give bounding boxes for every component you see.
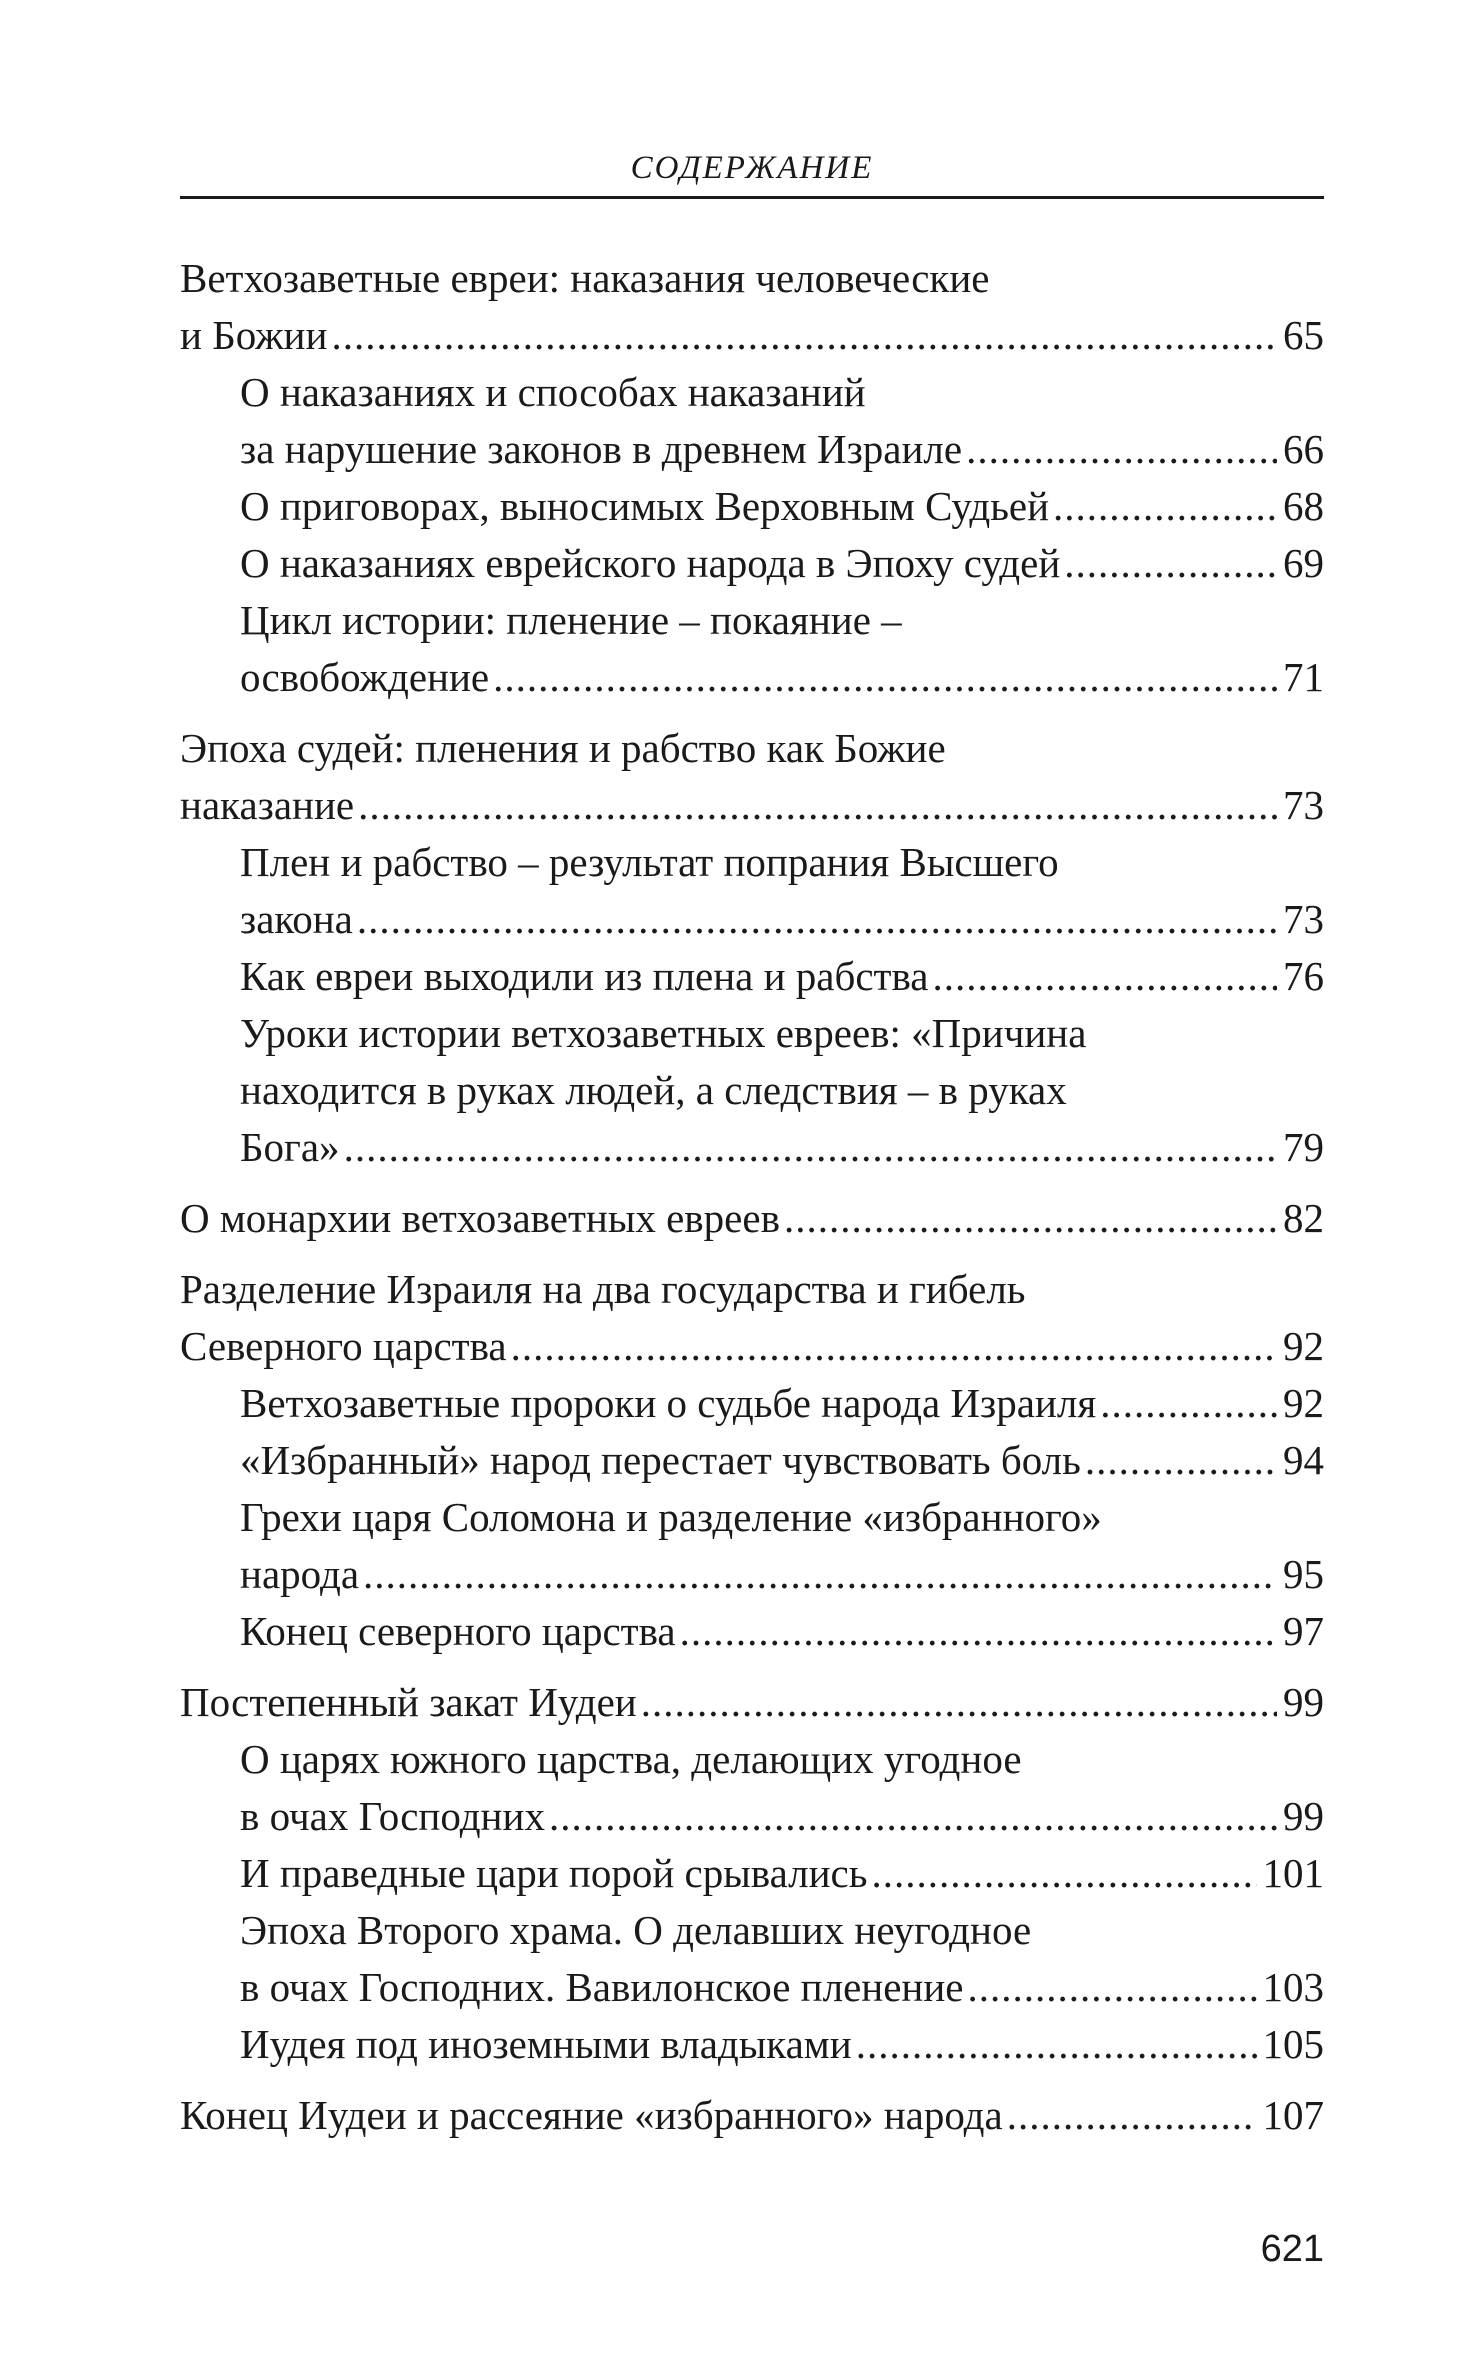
dot-leader xyxy=(549,1788,1277,1845)
toc-entry-title-line: в очах Господних xyxy=(240,1793,545,1839)
toc-page-number: 76 xyxy=(1283,953,1324,999)
toc-entry-last-line xyxy=(240,1375,1324,1432)
dot-leader xyxy=(1100,1375,1277,1432)
toc-entry-title-line: за нарушение законов в древнем Израиле xyxy=(240,426,963,472)
toc-entry-title-line: Грехи царя Соломона и разделение «избранного» xyxy=(240,1494,1102,1540)
dot-leader xyxy=(1053,478,1277,535)
toc-section-entry xyxy=(180,1005,1324,1176)
toc-entry-last-line xyxy=(180,1674,1324,1731)
dot-leader xyxy=(641,1674,1277,1731)
toc-entry-last-line xyxy=(240,535,1324,592)
toc-page-number: 79 xyxy=(1283,1124,1324,1170)
toc-entry-last-line xyxy=(240,649,1324,706)
toc-chapter-entry xyxy=(180,1190,1324,1247)
dot-leader xyxy=(680,1603,1277,1660)
running-title: СОДЕРЖАНИЕ xyxy=(630,150,874,186)
toc-page-number: 101 xyxy=(1262,1850,1324,1896)
toc-page-number: 73 xyxy=(1283,782,1324,828)
toc-section-entry xyxy=(180,535,1324,592)
toc-page-number: 99 xyxy=(1283,1679,1324,1725)
toc-entry-title-line: Конец северного царства xyxy=(240,1608,676,1654)
toc-entry-title-line: О наказаниях и способах наказаний xyxy=(240,369,866,415)
toc-entry-last-line xyxy=(240,1546,1324,1603)
toc-page-number: 92 xyxy=(1283,1380,1324,1426)
toc-entry-last-line xyxy=(240,478,1324,535)
toc-section-entry xyxy=(180,834,1324,948)
dot-leader xyxy=(358,777,1277,834)
dot-leader xyxy=(1064,535,1277,592)
toc-page-number: 97 xyxy=(1283,1608,1324,1654)
toc-page-number: 105 xyxy=(1262,2021,1324,2067)
dot-leader xyxy=(357,891,1277,948)
dot-leader xyxy=(966,421,1277,478)
table-of-contents xyxy=(180,250,1324,2144)
page-number: 621 xyxy=(1260,2228,1324,2270)
toc-section-entry xyxy=(180,364,1324,478)
toc-entry-title-line: Как евреи выходили из плена и рабства xyxy=(240,953,929,999)
toc-entry-title-line: Северного царства xyxy=(180,1323,507,1369)
toc-entry-title-line: О приговорах, выносимых Верховным Судьей xyxy=(240,483,1050,529)
toc-entry-last-line xyxy=(240,1788,1324,1845)
toc-section-entry xyxy=(180,1902,1324,2016)
toc-entry-title-line: Плен и рабство – результат попрания Высшего xyxy=(240,839,1059,885)
toc-chapter-entry xyxy=(180,720,1324,834)
toc-page-number: 65 xyxy=(1283,312,1324,358)
toc-entry-last-line xyxy=(240,2016,1324,2073)
toc-entry-title-line: О монархии ветхозаветных евреев xyxy=(180,1195,780,1241)
toc-entry-last-line xyxy=(240,891,1324,948)
toc-section-entry xyxy=(180,478,1324,535)
toc-entry-last-line xyxy=(240,1603,1324,1660)
toc-page-number: 103 xyxy=(1262,1964,1324,2010)
toc-entry-last-line xyxy=(180,2087,1324,2144)
toc-entry-title-line: Конец Иудеи и рассеяние «избранного» народа xyxy=(180,2092,1003,2138)
dot-leader xyxy=(784,1190,1277,1247)
toc-entry-title-line: Ветхозаветные евреи: наказания человеческие xyxy=(180,255,990,301)
toc-page-number: 92 xyxy=(1283,1323,1324,1369)
toc-entry-title-line: Иудея под иноземными владыками xyxy=(240,2021,852,2067)
toc-entry-title-line: закона xyxy=(240,896,353,942)
toc-section-entry xyxy=(180,592,1324,706)
toc-entry-last-line xyxy=(180,777,1324,834)
toc-entry-title-line: народа xyxy=(240,1551,360,1597)
toc-entry-title-line: Эпоха Второго храма. О делавших неугодное xyxy=(240,1907,1032,1953)
toc-section-entry xyxy=(180,948,1324,1005)
dot-leader xyxy=(968,1959,1257,2016)
toc-entry-title-line: «Избранный» народ перестает чувствовать боль xyxy=(240,1437,1081,1483)
dot-leader xyxy=(493,649,1277,706)
toc-page-number: 82 xyxy=(1283,1195,1324,1241)
toc-entry-title-line: Уроки истории ветхозаветных евреев: «Причина xyxy=(240,1010,1087,1056)
toc-entry-last-line xyxy=(180,307,1324,364)
header-rule xyxy=(180,196,1324,199)
toc-page-number: 66 xyxy=(1283,426,1324,472)
toc-entry-title-line: О царях южного царства, делающих угодное xyxy=(240,1736,1022,1782)
toc-entry-title-line: Постепенный закат Иудеи xyxy=(180,1679,637,1725)
toc-entry-title-line: и Божии xyxy=(180,312,328,358)
toc-entry-last-line xyxy=(240,1845,1324,1902)
dot-leader xyxy=(856,2016,1257,2073)
dot-leader xyxy=(363,1546,1277,1603)
dot-leader xyxy=(344,1119,1277,1176)
toc-entry-title-line: Цикл истории: пленение – покаяние – xyxy=(240,597,902,643)
dot-leader xyxy=(871,1845,1256,1902)
dot-leader xyxy=(331,307,1277,364)
toc-page-number: 69 xyxy=(1283,540,1324,586)
toc-page-number: 71 xyxy=(1283,654,1324,700)
toc-chapter-entry xyxy=(180,1674,1324,1731)
toc-entry-title-line: Ветхозаветные пророки о судьбе народа Израиля xyxy=(240,1380,1097,1426)
dot-leader xyxy=(1085,1432,1277,1489)
toc-entry-last-line xyxy=(240,1959,1324,2016)
dot-leader xyxy=(933,948,1278,1005)
toc-entry-title-line: Разделение Израиля на два государства и гибель xyxy=(180,1266,1026,1312)
toc-entry-title-line: Эпоха судей: пленения и рабство как Божие xyxy=(180,725,946,771)
toc-section-entry xyxy=(180,1375,1324,1432)
toc-entry-title-line: О наказаниях еврейского народа в Эпоху судей xyxy=(240,540,1061,586)
toc-section-entry xyxy=(180,1432,1324,1489)
toc-page-number: 99 xyxy=(1283,1793,1324,1839)
toc-entry-last-line xyxy=(240,421,1324,478)
toc-page-number: 95 xyxy=(1283,1551,1324,1597)
toc-chapter-entry xyxy=(180,250,1324,364)
toc-entry-last-line xyxy=(240,1432,1324,1489)
dot-leader xyxy=(1007,2087,1257,2144)
toc-chapter-entry xyxy=(180,1261,1324,1375)
toc-page-number: 73 xyxy=(1283,896,1324,942)
toc-entry-title-line: И праведные цари порой срывались xyxy=(240,1850,868,1896)
toc-entry-title-line: наказание xyxy=(180,782,355,828)
toc-entry-title-line: Бога» xyxy=(240,1124,340,1170)
toc-entry-title-line: находится в руках людей, а следствия – в руках xyxy=(240,1067,1067,1113)
toc-entry-title-line: освобождение xyxy=(240,654,490,700)
toc-section-entry xyxy=(180,1731,1324,1845)
toc-section-entry xyxy=(180,1845,1324,1902)
toc-chapter-entry xyxy=(180,2087,1324,2144)
toc-entry-last-line xyxy=(180,1190,1324,1247)
dot-leader xyxy=(511,1318,1277,1375)
toc-section-entry xyxy=(180,1489,1324,1603)
toc-entry-last-line xyxy=(240,1119,1324,1176)
toc-entry-last-line xyxy=(180,1318,1324,1375)
toc-page-number: 94 xyxy=(1283,1437,1324,1483)
toc-entry-last-line xyxy=(240,948,1324,1005)
toc-section-entry xyxy=(180,1603,1324,1660)
toc-entry-title-line: в очах Господних. Вавилонское пленение xyxy=(240,1964,964,2010)
toc-page-number: 107 xyxy=(1262,2092,1324,2138)
toc-section-entry xyxy=(180,2016,1324,2073)
toc-page-number: 68 xyxy=(1283,483,1324,529)
